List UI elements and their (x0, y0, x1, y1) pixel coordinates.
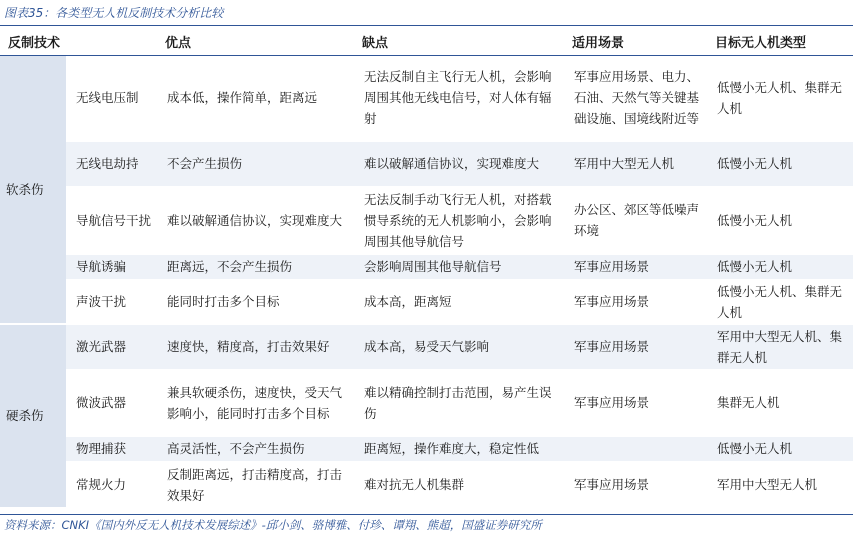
con-cell: 距离短，操作难度大，稳定性低 (354, 436, 564, 462)
table-row (0, 370, 853, 436)
con-cell: 成本高，距离短 (354, 280, 564, 324)
con-cell: 难以精确控制打击范围，易产生误伤 (354, 370, 564, 436)
header-row (0, 27, 853, 56)
target-cell: 军用中大型无人机 (707, 462, 853, 507)
con-cell: 无法反制自主飞行无人机，会影响周围其他无线电信号，对人体有辐射 (364, 69, 552, 127)
tech-cell: 物理捕获 (66, 436, 157, 462)
scene-cell: 军事应用场景 (564, 324, 707, 370)
tech-cell: 微波武器 (66, 370, 157, 436)
table-row (0, 141, 853, 187)
con-cell: 难以破解通信协议，实现难度大 (354, 141, 564, 187)
header-pros: 优点 (157, 27, 354, 56)
target-cell: 低慢小无人机 (707, 436, 853, 462)
con-cell: 无法反制手动飞行无人机，对搭载惯导系统的无人机影响小，会影响周围其他导航信号 (354, 187, 564, 254)
comparison-table (0, 27, 853, 507)
target-cell: 集群无人机 (707, 370, 853, 436)
table-row (0, 56, 853, 141)
target-cell: 低慢小无人机、集群无人机 (707, 280, 853, 324)
table-row (0, 187, 853, 254)
pro-cell: 不会产生损伤 (157, 141, 354, 187)
tech-cell: 导航诱骗 (66, 254, 157, 280)
tech-cell: 声波干扰 (66, 280, 157, 324)
target-cell: 低慢小无人机 (707, 141, 853, 187)
scene-cell: 军事应用场景、电力、石油、天然气等关键基础设施、国境线附近等 (574, 69, 700, 127)
pro-cell: 反制距离远，打击精度高，打击效果好 (157, 462, 354, 507)
source-note: 资料来源：CNKI《国内外反无人机技术发展综述》-邱小剑、骆博雅、付珍、谭翔、熊超，国盛证券研究所 (4, 518, 542, 532)
top-rule (0, 25, 853, 26)
scene-cell: 军事应用场景 (564, 280, 707, 324)
scene-cell (564, 436, 707, 462)
tech-cell: 激光武器 (66, 324, 157, 370)
tech-cell: 常规火力 (66, 462, 157, 507)
header-technique: 反制技术 (0, 27, 157, 56)
pro-cell: 兼具软硬杀伤，速度快，受天气影响小，能同时打击多个目标 (157, 370, 354, 436)
bottom-rule (0, 514, 853, 515)
target-cell: 军用中大型无人机、集群无人机 (707, 324, 853, 370)
figure-caption: 图表35：各类型无人机反制技术分析比较 (4, 6, 224, 20)
con-cell: 成本高，易受天气影响 (354, 324, 564, 370)
pro-cell: 能同时打击多个目标 (157, 280, 354, 324)
pro-cell: 难以破解通信协议，实现难度大 (157, 187, 354, 254)
scene-cell: 办公区、郊区等低噪声环境 (564, 187, 707, 254)
target-cell: 低慢小无人机 (707, 254, 853, 280)
pro-cell: 速度快，精度高，打击效果好 (157, 324, 354, 370)
table-row (0, 280, 853, 324)
table-row (0, 462, 853, 507)
scene-cell: 军用中大型无人机 (564, 141, 707, 187)
table-row (0, 324, 853, 370)
tech-cell: 无线电压制 (76, 90, 139, 106)
target-cell: 低慢小无人机 (707, 187, 853, 254)
header-scenario: 适用场景 (564, 27, 707, 56)
pro-cell: 距离远，不会产生损伤 (157, 254, 354, 280)
table-row (0, 254, 853, 280)
table-row (0, 436, 853, 462)
scene-cell: 军事应用场景 (564, 462, 707, 507)
tech-cell: 无线电劫持 (66, 141, 157, 187)
tech-cell: 导航信号干扰 (66, 187, 157, 254)
con-cell: 会影响周围其他导航信号 (354, 254, 564, 280)
header-cons: 缺点 (354, 27, 564, 56)
scene-cell: 军事应用场景 (564, 254, 707, 280)
pro-cell: 高灵活性，不会产生损伤 (157, 436, 354, 462)
category-hard-kill: 硬杀伤 (0, 324, 66, 507)
pro-cell: 成本低，操作简单，距离远 (167, 90, 318, 106)
header-target: 目标无人机类型 (707, 27, 853, 56)
con-cell: 难对抗无人机集群 (354, 462, 564, 507)
target-cell: 低慢小无人机、集群无人机 (717, 79, 843, 116)
category-soft-kill: 软杀伤 (0, 56, 66, 324)
scene-cell: 军事应用场景 (564, 370, 707, 436)
